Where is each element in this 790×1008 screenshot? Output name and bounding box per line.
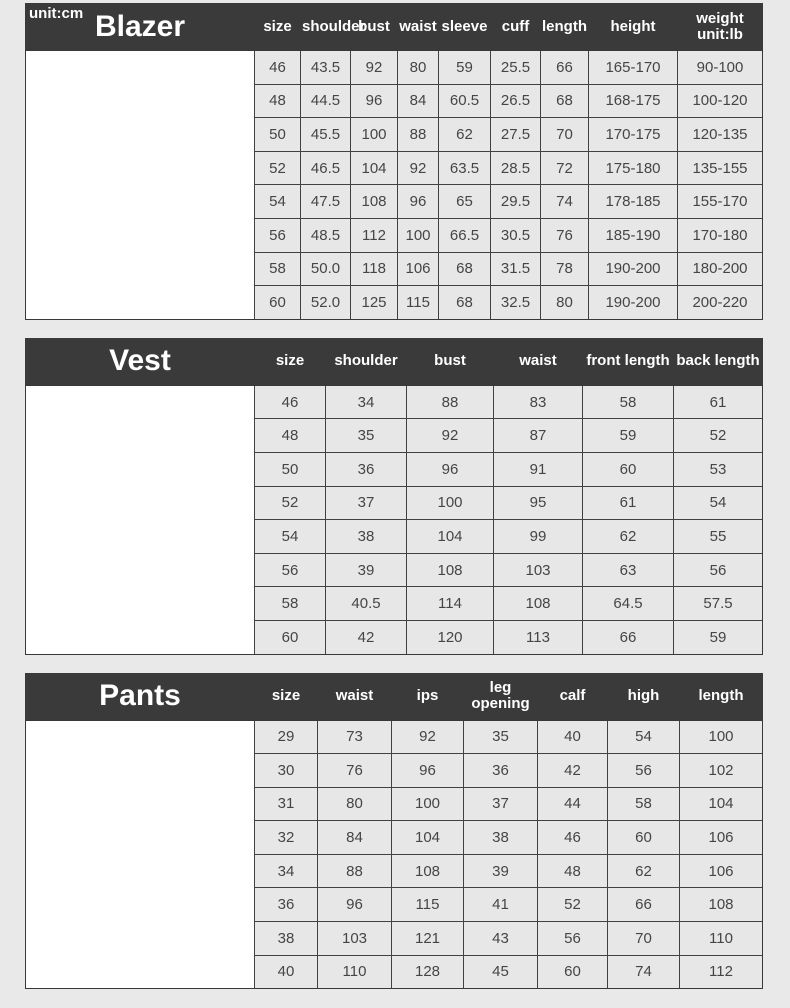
table-cell: 88: [407, 386, 493, 419]
table-cell: 84: [398, 85, 438, 118]
table-cell: 60: [538, 956, 607, 989]
column-header-waist: waist: [519, 352, 557, 370]
table-cell: 48: [255, 419, 325, 452]
table-cell: 56: [674, 554, 762, 587]
table-cell: 43.5: [301, 51, 350, 84]
table-cell: 100-120: [678, 85, 762, 118]
column-header-size: size: [275, 352, 305, 370]
table-cell: 34: [326, 386, 406, 419]
table-cell: 34: [255, 855, 317, 888]
table-cell: 50.0: [301, 253, 350, 286]
table-cell: 43: [464, 922, 537, 955]
table-cell: 61: [674, 386, 762, 419]
table-cell: 115: [392, 888, 463, 921]
table-cell: 96: [407, 453, 493, 486]
table-cell: 45: [464, 956, 537, 989]
table-cell: 90-100: [678, 51, 762, 84]
table-cell: 52: [674, 419, 762, 452]
table-cell: 45.5: [301, 118, 350, 151]
table-cell: 99: [494, 520, 582, 553]
table-cell: 56: [255, 219, 300, 252]
table-cell: 80: [541, 286, 588, 319]
table-cell: 60: [583, 453, 673, 486]
table-cell: 25.5: [491, 51, 540, 84]
table-cell: 63: [583, 554, 673, 587]
table-cell: 50: [255, 118, 300, 151]
table-cell: 121: [392, 922, 463, 955]
vest-product-image-placeholder: [26, 386, 254, 654]
column-header-length: length: [698, 687, 744, 705]
table-cell: 61: [583, 487, 673, 520]
table-cell: 44: [538, 788, 607, 821]
table-cell: 59: [583, 419, 673, 452]
table-cell: 42: [326, 621, 406, 654]
table-cell: 41: [464, 888, 537, 921]
table-cell: 155-170: [678, 185, 762, 218]
table-cell: 52.0: [301, 286, 350, 319]
table-cell: 96: [351, 85, 397, 118]
table-cell: 31.5: [491, 253, 540, 286]
table-cell: 128: [392, 956, 463, 989]
table-cell: 70: [608, 922, 679, 955]
column-header-leg-opening: leg opening: [471, 679, 530, 712]
table-cell: 100: [680, 721, 762, 754]
table-cell: 29.5: [491, 185, 540, 218]
table-cell: 104: [407, 520, 493, 553]
table-cell: 40: [255, 956, 317, 989]
table-cell: 110: [680, 922, 762, 955]
table-cell: 32.5: [491, 286, 540, 319]
table-cell: 63.5: [439, 152, 490, 185]
vest-title: Vest: [109, 344, 171, 378]
pants-product-image-placeholder: [26, 721, 254, 989]
pants-header-bar: [25, 673, 763, 720]
table-cell: 87: [494, 419, 582, 452]
table-cell: 76: [541, 219, 588, 252]
table-cell: 106: [680, 855, 762, 888]
table-cell: 68: [439, 253, 490, 286]
table-cell: 30.5: [491, 219, 540, 252]
table-cell: 39: [326, 554, 406, 587]
table-cell: 57.5: [674, 587, 762, 620]
column-header-bust: bust: [358, 17, 390, 35]
table-cell: 60: [608, 821, 679, 854]
table-cell: 165-170: [589, 51, 677, 84]
table-cell: 135-155: [678, 152, 762, 185]
table-cell: 62: [439, 118, 490, 151]
table-cell: 54: [255, 185, 300, 218]
table-cell: 35: [326, 419, 406, 452]
table-cell: 35: [464, 721, 537, 754]
table-cell: 103: [318, 922, 391, 955]
table-cell: 190-200: [589, 253, 677, 286]
table-cell: 114: [407, 587, 493, 620]
column-header-shoulder: shoulder: [302, 17, 366, 35]
column-header-sleeve: sleeve: [441, 17, 488, 35]
table-cell: 46: [255, 51, 300, 84]
table-cell: 40: [538, 721, 607, 754]
column-header-high: high: [627, 687, 660, 705]
table-cell: 83: [494, 386, 582, 419]
table-cell: 38: [326, 520, 406, 553]
column-header-size: size: [271, 687, 301, 705]
table-cell: 46: [538, 821, 607, 854]
table-cell: 88: [398, 118, 438, 151]
table-cell: 54: [608, 721, 679, 754]
column-header-length: length: [542, 17, 587, 35]
vest-title-cell: [26, 339, 254, 384]
table-cell: 32: [255, 821, 317, 854]
table-cell: 178-185: [589, 185, 677, 218]
table-cell: 78: [541, 253, 588, 286]
table-cell: 31: [255, 788, 317, 821]
table-cell: 68: [439, 286, 490, 319]
column-header-front-length: front length: [586, 352, 670, 370]
table-cell: 104: [392, 821, 463, 854]
table-cell: 100: [398, 219, 438, 252]
column-header-weight: weight unit:lb: [696, 9, 744, 43]
table-cell: 96: [318, 888, 391, 921]
vest-header-bar: [25, 338, 763, 385]
table-cell: 125: [351, 286, 397, 319]
table-cell: 96: [398, 185, 438, 218]
table-cell: 108: [680, 888, 762, 921]
table-cell: 112: [680, 956, 762, 989]
table-cell: 58: [608, 788, 679, 821]
blazer-header-bar: [25, 3, 763, 50]
column-header-bust: bust: [434, 352, 466, 370]
table-cell: 55: [674, 520, 762, 553]
table-cell: 92: [407, 419, 493, 452]
table-cell: 58: [255, 253, 300, 286]
table-cell: 100: [392, 788, 463, 821]
column-header-back-length: back length: [676, 352, 760, 370]
table-cell: 66: [583, 621, 673, 654]
table-cell: 60.5: [439, 85, 490, 118]
table-cell: 62: [583, 520, 673, 553]
table-cell: 120-135: [678, 118, 762, 151]
pants-title-cell: [26, 674, 254, 719]
table-cell: 92: [351, 51, 397, 84]
table-cell: 92: [398, 152, 438, 185]
column-header-size: size: [263, 17, 292, 35]
table-cell: 70: [541, 118, 588, 151]
table-cell: 106: [680, 821, 762, 854]
table-cell: 102: [680, 754, 762, 787]
table-cell: 84: [318, 821, 391, 854]
table-cell: 58: [583, 386, 673, 419]
table-cell: 52: [255, 487, 325, 520]
vest-size-table: [25, 338, 763, 655]
table-cell: 103: [494, 554, 582, 587]
table-cell: 37: [326, 487, 406, 520]
table-cell: 36: [255, 888, 317, 921]
table-cell: 62: [608, 855, 679, 888]
table-cell: 36: [326, 453, 406, 486]
table-cell: 40.5: [326, 587, 406, 620]
table-cell: 73: [318, 721, 391, 754]
blazer-title: Blazer: [94, 9, 186, 43]
table-cell: 44.5: [301, 85, 350, 118]
table-cell: 91: [494, 453, 582, 486]
table-cell: 112: [351, 219, 397, 252]
table-cell: 108: [407, 554, 493, 587]
table-cell: 37: [464, 788, 537, 821]
table-cell: 64.5: [583, 587, 673, 620]
table-cell: 27.5: [491, 118, 540, 151]
table-cell: 74: [541, 185, 588, 218]
table-cell: 76: [318, 754, 391, 787]
table-cell: 66: [608, 888, 679, 921]
table-cell: 59: [439, 51, 490, 84]
table-cell: 115: [398, 286, 438, 319]
pants-title: Pants: [99, 679, 181, 712]
table-cell: 54: [674, 487, 762, 520]
pants-size-table: [25, 673, 763, 990]
column-header-calf: calf: [559, 687, 586, 705]
table-cell: 68: [541, 85, 588, 118]
table-cell: 53: [674, 453, 762, 486]
vest-table-body: [25, 385, 763, 655]
table-cell: 58: [255, 587, 325, 620]
pants-table-body: [25, 720, 763, 990]
table-cell: 88: [318, 855, 391, 888]
table-cell: 46.5: [301, 152, 350, 185]
table-cell: 56: [538, 922, 607, 955]
table-cell: 42: [538, 754, 607, 787]
table-cell: 46: [255, 386, 325, 419]
table-cell: 190-200: [589, 286, 677, 319]
column-header-height: height: [610, 17, 656, 35]
table-cell: 38: [464, 821, 537, 854]
table-cell: 180-200: [678, 253, 762, 286]
column-header-cuff: cuff: [501, 17, 530, 35]
table-cell: 65: [439, 185, 490, 218]
table-cell: 108: [494, 587, 582, 620]
table-cell: 108: [351, 185, 397, 218]
table-cell: 96: [392, 754, 463, 787]
column-header-waist: waist: [335, 687, 374, 705]
table-cell: 104: [351, 152, 397, 185]
table-cell: 56: [255, 554, 325, 587]
table-cell: 185-190: [589, 219, 677, 252]
table-cell: 66: [541, 51, 588, 84]
table-cell: 29: [255, 721, 317, 754]
table-cell: 168-175: [589, 85, 677, 118]
table-cell: 52: [538, 888, 607, 921]
table-cell: 66.5: [439, 219, 490, 252]
table-cell: 100: [351, 118, 397, 151]
table-cell: 26.5: [491, 85, 540, 118]
table-cell: 74: [608, 956, 679, 989]
table-cell: 80: [318, 788, 391, 821]
table-cell: 92: [392, 721, 463, 754]
table-cell: 30: [255, 754, 317, 787]
table-cell: 28.5: [491, 152, 540, 185]
table-cell: 104: [680, 788, 762, 821]
table-cell: 60: [255, 286, 300, 319]
table-cell: 48: [255, 85, 300, 118]
table-cell: 54: [255, 520, 325, 553]
blazer-product-image-placeholder: [26, 51, 254, 319]
blazer-size-table: [25, 3, 763, 320]
table-cell: 108: [392, 855, 463, 888]
table-cell: 170-175: [589, 118, 677, 151]
table-cell: 38: [255, 922, 317, 955]
table-cell: 106: [398, 253, 438, 286]
table-cell: 72: [541, 152, 588, 185]
table-cell: 56: [608, 754, 679, 787]
table-cell: 113: [494, 621, 582, 654]
table-cell: 47.5: [301, 185, 350, 218]
table-cell: 200-220: [678, 286, 762, 319]
table-cell: 100: [407, 487, 493, 520]
table-cell: 36: [464, 754, 537, 787]
column-header-ips: ips: [416, 687, 439, 705]
unit-note: unit:cm: [29, 5, 84, 22]
table-cell: 80: [398, 51, 438, 84]
table-cell: 59: [674, 621, 762, 654]
table-cell: 110: [318, 956, 391, 989]
table-cell: 39: [464, 855, 537, 888]
table-cell: 52: [255, 152, 300, 185]
blazer-table-body: [25, 50, 763, 320]
column-header-waist: waist: [399, 17, 437, 35]
table-cell: 120: [407, 621, 493, 654]
table-cell: 170-180: [678, 219, 762, 252]
column-header-shoulder: shoulder: [334, 352, 398, 370]
table-cell: 118: [351, 253, 397, 286]
table-cell: 48: [538, 855, 607, 888]
table-cell: 95: [494, 487, 582, 520]
table-cell: 48.5: [301, 219, 350, 252]
table-cell: 60: [255, 621, 325, 654]
table-cell: 50: [255, 453, 325, 486]
table-cell: 175-180: [589, 152, 677, 185]
